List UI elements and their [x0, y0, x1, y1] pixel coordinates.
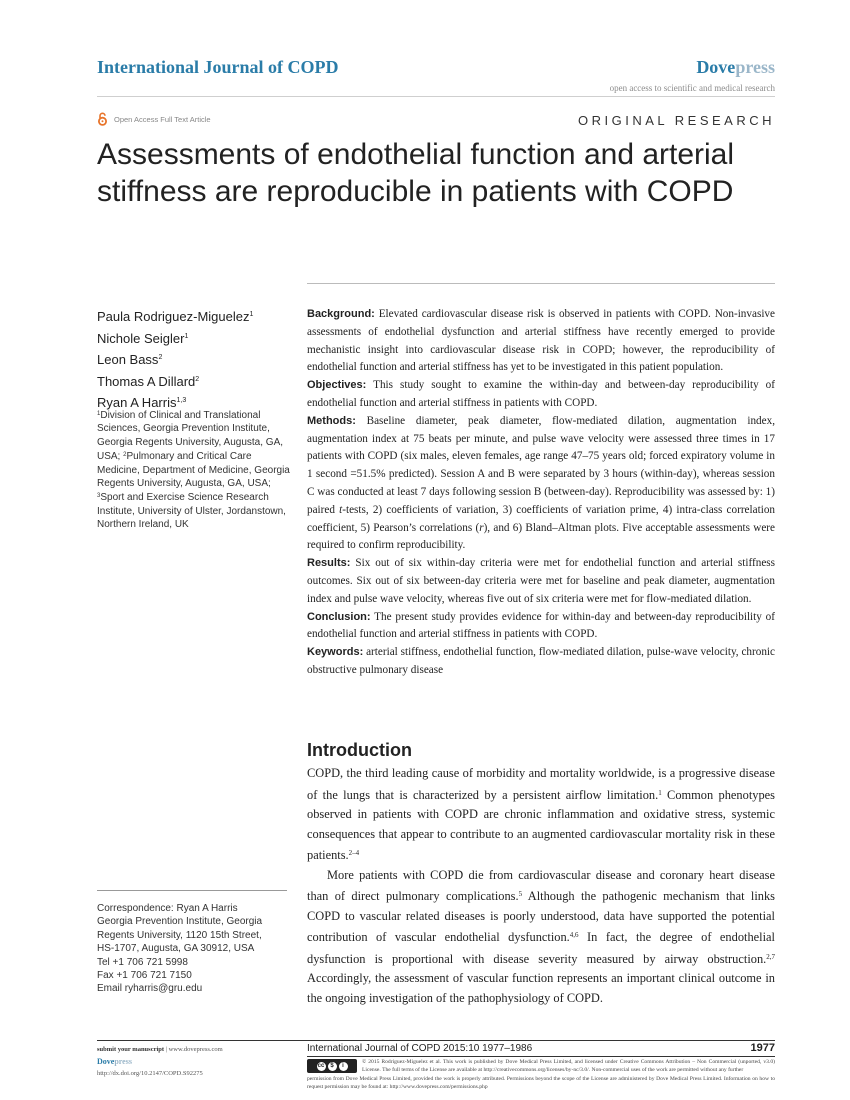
abstract-results: Results: Six out of six within-day criteria were met for endothelial function and arterial stiffness outcomes. Six out of six between-day criteria were met for baseline and peak diameter, augmentation index and pulse wave velocity, whereas five out of six criteria were met for flow-mediated dilation.	[307, 557, 775, 605]
journal-name[interactable]: International Journal of COPD	[97, 57, 339, 77]
publisher-logo-part2: press	[735, 57, 775, 77]
publisher-tagline: open access to scientific and medical research	[609, 83, 775, 93]
author: Ryan A Harris$^{1,3}$	[97, 395, 187, 410]
author: Leon Bass$^2$	[97, 352, 163, 367]
citation[interactable]: 2–4	[348, 849, 360, 857]
citation[interactable]: 5	[518, 890, 523, 898]
abstract-conclusion: Conclusion: The present study provides evidence for within-day and between-day reproducibility of endothelial function and arterial stiffness in patients with COPD.	[307, 610, 775, 641]
affiliations: $^1$Division of Clinical and Translational Sciences, Georgia Prevention Institute, Georgia Regents University, Augusta, GA, USA; $^2$Pulmonary and Critical Care Medicine, Department of Medicine, Georgia Regents University, Augusta, GA, USA; $^3$Sport and Exercise Science Research Institute, University of Ulster, Jordanstown, Northern Ireland, UK	[97, 410, 290, 531]
citation[interactable]: 4,6	[569, 931, 579, 939]
publisher-logo[interactable]	[696, 57, 775, 78]
creative-commons-icon[interactable]: cc $ i	[307, 1059, 357, 1073]
paragraph: More patients with COPD die from cardiovascular disease and coronary heart disease than of direct pulmonary complications.$^5$ Although the pathogenic mechanism that links COPD to vascular related diseases is poorly understood, data have supported the potential contribution of vascular endothelial dysfunction.$^{4,6}$ In fact, the degree of endothelial dysfunction is proportional with disease severity measured by airway obstruction.$^{2,7}$ Accordingly, the assessment of vascular function represents an important clinical outcome in the ongoing investigation of the pathophysiology of COPD.	[307, 867, 775, 1005]
footer-divider-2	[307, 1056, 775, 1057]
open-access-lock-icon	[97, 112, 108, 126]
abstract-background: Background: Elevated cardiovascular disease risk is observed in patients with COPD. Non-invasive assessments of endothelial dysfunction and arterial stiffness have recently emerged to provide mechanistic insight into cardiovascular disease risk in COPD; however, the reproducibility of endothelial function and arterial stiffness has yet to be investigated in this patient population.	[307, 308, 775, 374]
correspondence-divider	[97, 890, 287, 891]
abstract	[307, 306, 775, 680]
abstract-objectives: Objectives: This study sought to examine the within-day and between-day reproducibility of endothelial function and arterial stiffness in patients with COPD.	[307, 379, 775, 409]
citation[interactable]: 1	[658, 788, 662, 797]
article-title-line1: Assessments of endothelial function and arterial	[97, 138, 735, 171]
footer-submit-block: submit your manuscript | www.dovepress.com Dovepress http://dx.doi.org/10.2147/COPD.S92275	[97, 1044, 223, 1080]
author: Nichole Seigler$^1$	[97, 330, 189, 346]
article-title-line2: stiffness are reproducible in patients with COPD	[97, 175, 734, 208]
open-access-label: Open Access Full Text Article	[114, 114, 211, 124]
abstract-methods: Methods: Baseline diameter, peak diameter, flow-mediated dilation, augmentation index, augmentation index at 75 beats per minute, and pulse wave velocity were assessed three times in 17 patients with COPD (six males, eleven females, age range 47–75 years old; forced expiratory volume in 1 second =51.5% predicted). Session A and B were separated by 3 hours (within-day), whereas session C was conducted at least 7 days following session B (between-day). Reproducibility was assessed by: 1) paired t-tests, 2) coefficients of variation, 3) coefficients of variation prime, 4) intra-class correlation coefficient, 5) Pearson’s correlations (r), and 6) Bland–Altman plots. Five acceptable assessments were required to confirm reproducibility.	[307, 414, 776, 552]
article-type: ORIGINAL RESEARCH	[578, 113, 775, 128]
correspondence: Correspondence: Ryan A Harris Georgia Prevention Institute, Georgia Regents University, 1120 15th Street, HS-1707, Augusta, GA 30912, USA Tel +1 706 721 5998 Fax +1 706 721 7150 Email ryharris@gru.edu	[97, 902, 297, 996]
submit-manuscript-link[interactable]: submit your manuscript	[97, 1046, 165, 1053]
publisher-logo-part1: Dove	[696, 57, 736, 77]
paragraph: COPD, the third leading cause of morbidity and mortality worldwide, is a progressive disease of the lungs that is characterized by a persistent airflow limitation.$^1$ Common phenotypes observed in patients with COPD are chronic inflammation and oxidative stress, systemic consequences that appear to contribute to an augmented cardiovascular mortality risk in these patients.$^{2-4}$	[307, 766, 775, 862]
header-divider	[97, 96, 775, 97]
abstract-divider	[307, 283, 775, 284]
author: Thomas A Dillard$^2$	[97, 373, 200, 389]
open-access-badge	[97, 112, 211, 126]
license-text: © 2015 Rodriguez-Miguelez et al. This work is published by Dove Medical Press Limited, and licensed under Creative Commons Attribution – Non Commercial (unported, v3.0) License. The full terms of the License are available at http://creativecommons.org/licenses/by-nc/3.0/. Non-commercial uses of the work are permitted without any further	[362, 1059, 775, 1074]
abstract-keywords: Keywords: arterial stiffness, endothelial function, flow-mediated dilation, pulse-wave velocity, chronic obstructive pulmonary disease	[307, 646, 775, 676]
introduction-body	[307, 764, 775, 1008]
author: Paula Rodriguez-Miguelez$^1$	[97, 309, 254, 324]
footer-divider	[97, 1040, 775, 1041]
doi-link[interactable]: http://dx.doi.org/10.2147/COPD.S92275	[97, 1070, 203, 1077]
author-list	[97, 305, 253, 413]
footer-publisher-logo[interactable]: Dovepress	[97, 1057, 132, 1066]
section-heading-introduction: Introduction	[307, 740, 412, 760]
license-text-continued: permission from Dove Medical Press Limited, provided the work is properly attributed. Permissions beyond the scope of the License are administered by Dove Medical Press Limited. Information on how to request permission may be found at: http://www.dovepress.com/permissions.php	[307, 1076, 775, 1091]
correspondence-email[interactable]: Email ryharris@gru.edu	[97, 983, 203, 995]
footer-journal-reference: International Journal of COPD 2015:10 1977–1986	[307, 1043, 533, 1054]
page-number: 1977	[750, 1042, 775, 1054]
article-title	[97, 136, 787, 210]
citation[interactable]: 2,7	[766, 952, 775, 961]
